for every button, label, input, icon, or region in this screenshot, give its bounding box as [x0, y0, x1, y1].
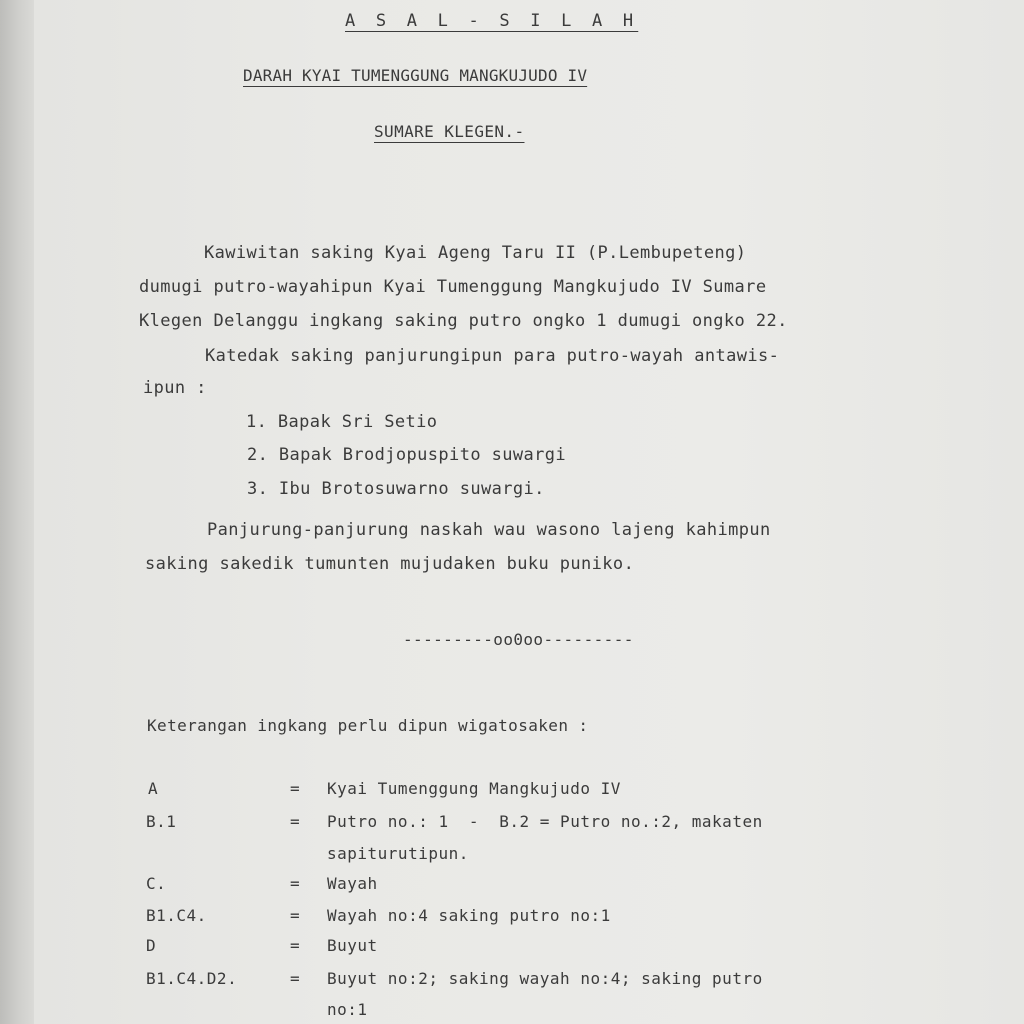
legend-key: B1.C4.D2. — [146, 969, 238, 988]
list-item: 3. Ibu Brotosuwarno suwargi. — [247, 479, 545, 499]
title-darah: DARAH KYAI TUMENGGUNG MANGKUJUDO IV — [243, 66, 588, 85]
legend-key: C. — [146, 874, 167, 893]
paragraph-2-line-1: Katedak saking panjurungipun para putro-wayah antawis- — [205, 346, 780, 366]
legend-equals: = — [290, 874, 301, 893]
book-binding-shadow — [0, 0, 34, 1024]
legend-equals: = — [290, 969, 301, 988]
legend-equals: = — [290, 812, 301, 831]
legend-equals: = — [290, 936, 301, 955]
legend-key: B1.C4. — [146, 906, 207, 925]
title-sumare: SUMARE KLEGEN.- — [374, 122, 525, 141]
paragraph-1-line-2: dumugi putro-wayahipun Kyai Tumenggung Mangkujudo IV Sumare — [139, 277, 767, 297]
legend-equals: = — [290, 779, 301, 798]
paragraph-1-line-3: Klegen Delanggu ingkang saking putro ongko 1 dumugi ongko 22. — [139, 311, 788, 331]
legend-value-continued: no:1 — [327, 1000, 368, 1019]
legend-equals: = — [290, 906, 301, 925]
paragraph-2-line-2: ipun : — [143, 378, 207, 398]
legend-value: Buyut no:2; saking wayah no:4; saking putro — [327, 969, 763, 988]
paragraph-1-line-1: Kawiwitan saking Kyai Ageng Taru II (P.Lembupeteng) — [204, 243, 747, 263]
separator: ---------oo0oo--------- — [403, 630, 634, 649]
legend-value: Wayah — [327, 874, 378, 893]
legend-value: Wayah no:4 saking putro no:1 — [327, 906, 611, 925]
legend-value: Putro no.: 1 - B.2 = Putro no.:2, makaten — [327, 812, 763, 831]
legend-value: Buyut — [327, 936, 378, 955]
list-item: 2. Bapak Brodjopuspito suwargi — [247, 445, 567, 465]
legend-value-continued: sapiturutipun. — [327, 844, 469, 863]
legend-key: D — [146, 936, 157, 955]
legend-heading: Keterangan ingkang perlu dipun wigatosaken : — [147, 716, 589, 735]
paragraph-3-line-2: saking sakedik tumunten mujudaken buku puniko. — [145, 554, 635, 574]
legend-key: A — [148, 779, 159, 798]
document-page — [34, 0, 1024, 1024]
title-asal-silah: A S A L - S I L A H — [345, 11, 639, 31]
legend-value: Kyai Tumenggung Mangkujudo IV — [327, 779, 621, 798]
paragraph-3-line-1: Panjurung-panjurung naskah wau wasono lajeng kahimpun — [207, 520, 771, 540]
list-item: 1. Bapak Sri Setio — [246, 412, 438, 432]
legend-key: B.1 — [146, 812, 177, 831]
